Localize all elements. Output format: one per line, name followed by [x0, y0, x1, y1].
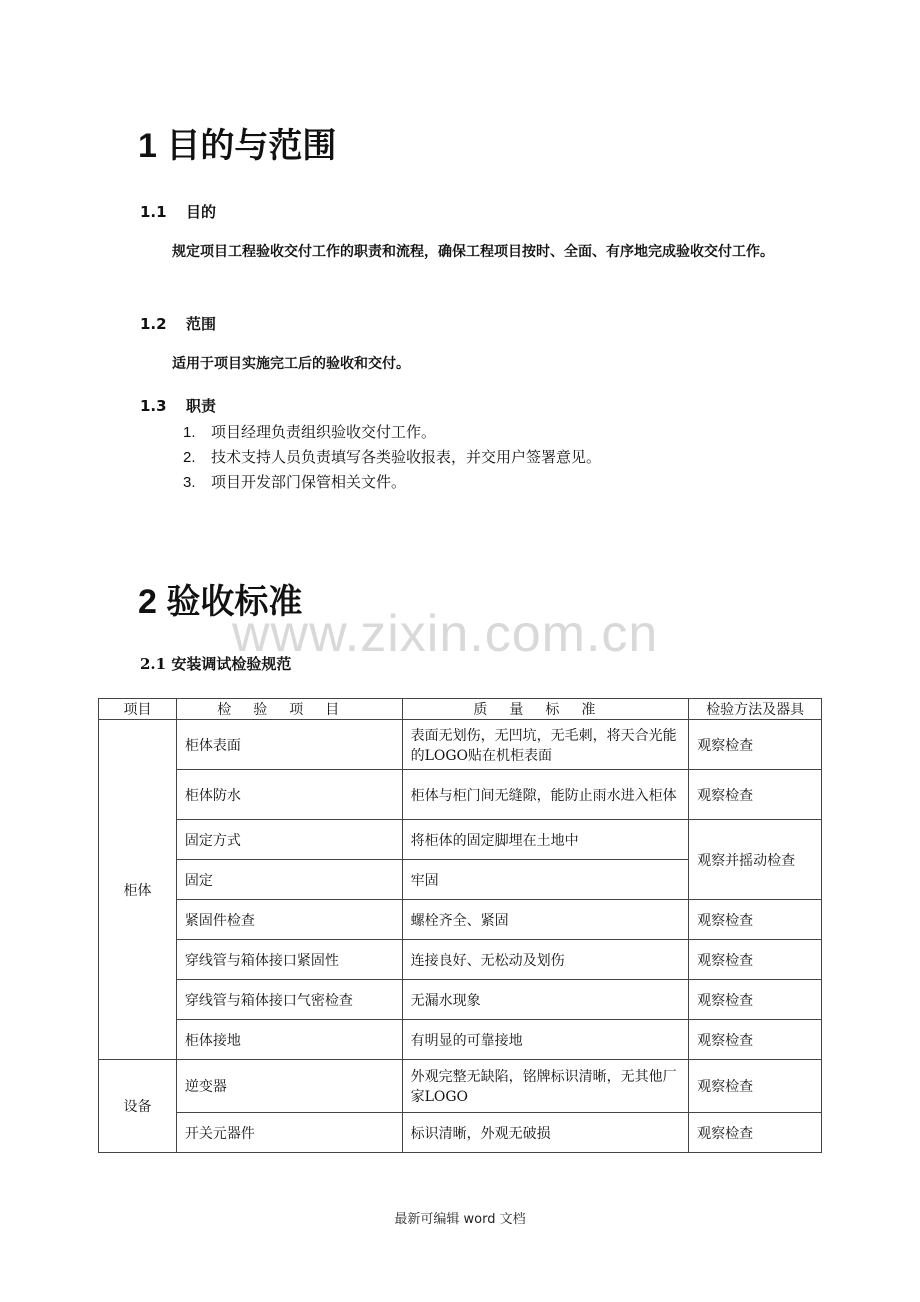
- table-row: [99, 900, 822, 940]
- table-row: [99, 720, 822, 770]
- header-quality-standard: 质量标准: [402, 699, 689, 720]
- table-row: [99, 940, 822, 980]
- group-cabinet: 柜体: [99, 720, 177, 1060]
- subsection-1-1-heading: [140, 201, 216, 222]
- header-method: 检验方法及器具: [689, 699, 822, 720]
- item-cell: 紧固件检查: [176, 900, 402, 940]
- watermark: www.zixin.com.cn: [232, 605, 659, 663]
- method-cell: 观察检查: [689, 940, 822, 980]
- subsection-1-3-heading: [140, 395, 216, 416]
- standard-cell: 柜体与柜门间无缝隙，能防止雨水进入柜体: [402, 770, 689, 820]
- standard-cell: 将柜体的固定脚埋在土地中: [402, 820, 689, 860]
- table-row: [99, 770, 822, 820]
- table-header-row: [99, 699, 822, 720]
- method-cell: 观察检查: [689, 980, 822, 1020]
- subsection-title: 目的: [186, 203, 217, 221]
- standard-cell: 表面无划伤，无凹坑，无毛刺，将天合光能的LOGO贴在机柜表面: [402, 720, 689, 770]
- subsection-title: 范围: [186, 315, 217, 333]
- section-1-heading: 1 目的与范围: [138, 127, 337, 165]
- method-cell: 观察检查: [689, 1060, 822, 1113]
- method-cell: 观察检查: [689, 720, 822, 770]
- standard-cell: 无漏水现象: [402, 980, 689, 1020]
- item-cell: 柜体防水: [176, 770, 402, 820]
- method-cell: 观察检查: [689, 1113, 822, 1153]
- item-cell: 穿线管与箱体接口气密检查: [176, 980, 402, 1020]
- method-cell: 观察检查: [689, 1020, 822, 1060]
- standard-cell: 外观完整无缺陷，铭牌标识清晰，无其他厂家LOGO: [402, 1060, 689, 1113]
- table-row: [99, 1020, 822, 1060]
- list-item: [183, 420, 601, 445]
- list-text: 项目开发部门保管相关文件。: [211, 473, 407, 491]
- duties-list: [183, 420, 601, 495]
- scope-paragraph: 适用于项目实施完工后的验收和交付。: [172, 356, 410, 372]
- purpose-paragraph: 规定项目工程验收交付工作的职责和流程，确保工程项目按时、全面、有序地完成验收交付工作。: [172, 244, 774, 260]
- list-text: 技术支持人员负责填写各类验收报表，并交用户签署意见。: [211, 448, 602, 466]
- item-cell: 柜体表面: [176, 720, 402, 770]
- table-row: [99, 1113, 822, 1153]
- subsection-title: 职责: [186, 397, 217, 415]
- subsection-2-1-heading: 2.1 安装调试检验规范: [140, 655, 292, 673]
- method-cell: 观察检查: [689, 900, 822, 940]
- method-cell: 观察并摇动检查: [689, 820, 822, 900]
- table-row: [99, 980, 822, 1020]
- item-cell: 柜体接地: [176, 1020, 402, 1060]
- method-cell: 观察检查: [689, 770, 822, 820]
- header-project: 项目: [99, 699, 177, 720]
- list-item: [183, 470, 601, 495]
- page-footer: 最新可编辑 word 文档: [394, 1212, 526, 1227]
- standard-cell: 牢固: [402, 860, 689, 900]
- standard-cell: 螺栓齐全、紧固: [402, 900, 689, 940]
- list-number: 2.: [183, 449, 196, 466]
- subsection-number: 1.2: [140, 315, 167, 333]
- item-cell: 穿线管与箱体接口紧固性: [176, 940, 402, 980]
- item-cell: 逆变器: [176, 1060, 402, 1113]
- list-number: 1.: [183, 424, 196, 441]
- table-row: [99, 820, 822, 860]
- list-number: 3.: [183, 474, 196, 491]
- standard-cell: 有明显的可靠接地: [402, 1020, 689, 1060]
- item-cell: 固定方式: [176, 820, 402, 860]
- list-text: 项目经理负责组织验收交付工作。: [211, 423, 437, 441]
- group-equipment: 设备: [99, 1060, 177, 1153]
- item-cell: 开关元器件: [176, 1113, 402, 1153]
- header-inspection-item: 检验项目: [176, 699, 402, 720]
- item-cell: 固定: [176, 860, 402, 900]
- standard-cell: 连接良好、无松动及划伤: [402, 940, 689, 980]
- section-2-heading: 2 验收标准: [138, 583, 303, 621]
- subsection-number: 1.1: [140, 203, 167, 221]
- list-item: [183, 445, 601, 470]
- subsection-number: 1.3: [140, 397, 167, 415]
- table-row: [99, 1060, 822, 1113]
- standard-cell: 标识清晰，外观无破损: [402, 1113, 689, 1153]
- subsection-1-2-heading: [140, 313, 216, 334]
- inspection-table: [98, 698, 822, 1153]
